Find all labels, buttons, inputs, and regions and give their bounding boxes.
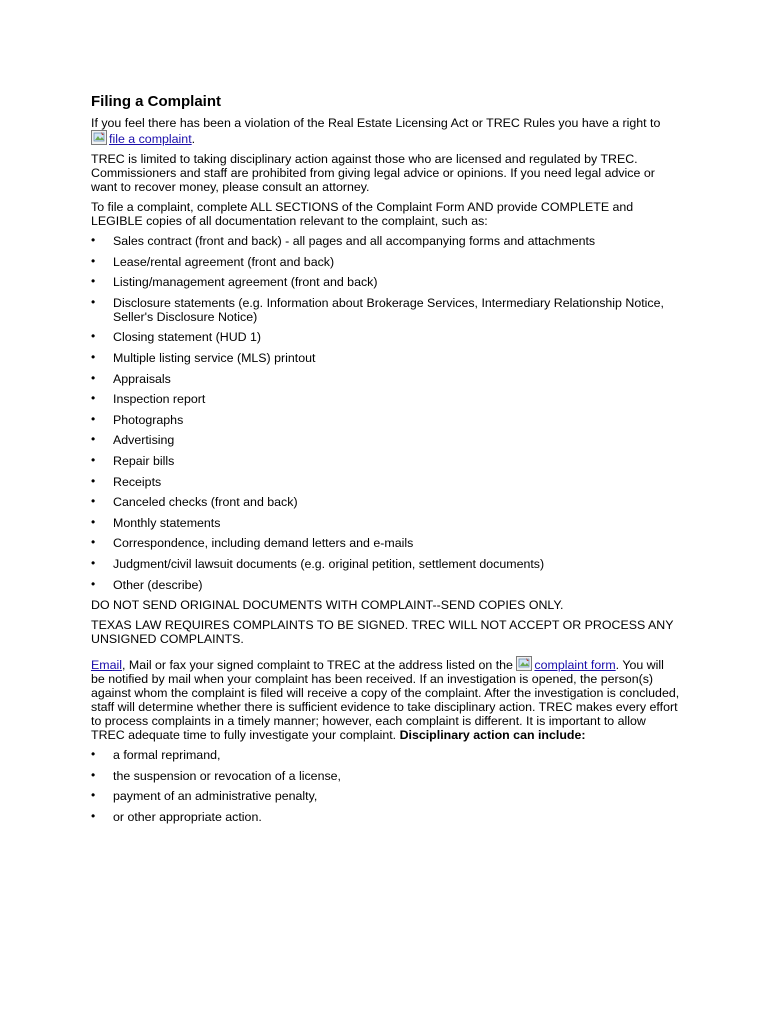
bullet-icon: • bbox=[91, 233, 96, 247]
document-item bbox=[91, 234, 681, 248]
document-item-text: Multiple listing service (MLS) printout bbox=[113, 350, 316, 365]
document-item bbox=[91, 475, 681, 489]
action-item-text: or other appropriate action. bbox=[113, 809, 262, 824]
bullet-icon: • bbox=[91, 767, 96, 782]
page-title: Filing a Complaint bbox=[91, 93, 221, 110]
action-item bbox=[91, 748, 681, 762]
document-item bbox=[91, 413, 681, 427]
document-item-text: Disclosure statements (e.g. Information about Brokerage Services, Intermediary Relationship Notice, Seller's Disclosure Notice) bbox=[113, 295, 664, 324]
document-item-text: Monthly statements bbox=[113, 515, 221, 530]
submission-text-2: . You will be notified by mail when your complaint has been received. If an investigation is opened, the person(s) against whom the complaint is filed will receive a copy of the complaint. After the investigation is concluded, staff will determine whether there is sufficient evidence to take disciplinary action. TREC makes every effort to process complaints in a timely manner; however, each complaint is different. It is important to allow TREC adequate time to fully investigate your complaint. bbox=[91, 658, 680, 743]
document-item bbox=[91, 536, 681, 550]
document-item bbox=[91, 578, 681, 592]
document-item bbox=[91, 495, 681, 509]
document-item bbox=[91, 433, 681, 447]
complaint-form-link[interactable]: complaint form bbox=[534, 658, 616, 673]
document-item bbox=[91, 330, 681, 344]
document-item-text: Inspection report bbox=[113, 392, 206, 407]
document-item-text: Advertising bbox=[113, 433, 175, 448]
bullet-icon: • bbox=[91, 452, 96, 467]
action-item-text: payment of an administrative penalty, bbox=[113, 789, 318, 804]
document-item bbox=[91, 392, 681, 406]
submission-text-1: , Mail or fax your signed complaint to TREC at the address listed on the bbox=[121, 658, 513, 673]
action-item bbox=[91, 769, 681, 783]
email-link[interactable]: Email bbox=[91, 658, 122, 673]
bullet-icon: • bbox=[91, 294, 96, 309]
broken-image-icon[interactable] bbox=[91, 130, 107, 145]
bullet-icon: • bbox=[91, 747, 96, 762]
document-item bbox=[91, 255, 681, 269]
document-item bbox=[91, 516, 681, 530]
action-item bbox=[91, 810, 681, 824]
bullet-icon: • bbox=[91, 535, 96, 550]
intro-paragraph bbox=[91, 116, 681, 146]
document-item-text: Photographs bbox=[113, 412, 184, 427]
bullet-icon: • bbox=[91, 808, 96, 823]
document-item-text: Sales contract (front and back) - all pages and all accompanying forms and attachments bbox=[113, 234, 596, 248]
bullet-icon: • bbox=[91, 432, 96, 447]
document-item bbox=[91, 557, 681, 571]
bullet-icon: • bbox=[91, 391, 96, 406]
bullet-icon: • bbox=[91, 788, 96, 803]
copies-notice: DO NOT SEND ORIGINAL DOCUMENTS WITH COMPLAINT--SEND COPIES ONLY. bbox=[91, 598, 564, 613]
action-item-text: the suspension or revocation of a license, bbox=[113, 768, 341, 783]
disciplinary-action-heading: Disciplinary action can include: bbox=[399, 728, 586, 743]
document-item-text: Receipts bbox=[113, 474, 162, 489]
file-complaint-link[interactable]: file a complaint bbox=[109, 132, 192, 146]
document-item-text: Closing statement (HUD 1) bbox=[113, 330, 262, 345]
action-item-text: a formal reprimand, bbox=[113, 748, 221, 763]
document-item-text: Repair bills bbox=[113, 453, 175, 468]
action-item bbox=[91, 789, 681, 803]
intro-tail: . bbox=[191, 132, 196, 146]
bullet-icon: • bbox=[91, 370, 96, 385]
document-item-text: Other (describe) bbox=[113, 577, 203, 592]
bullet-icon: • bbox=[91, 494, 96, 509]
intro-text: If you feel there has been a violation of the Real Estate Licensing Act or TREC Rules you have a right to bbox=[91, 116, 661, 130]
filing-instructions-paragraph: To file a complaint, complete ALL SECTIONS of the Complaint Form AND provide COMPLETE and LEGIBLE copies of all documentation relevant to the complaint, such as: bbox=[91, 200, 634, 228]
broken-image-icon[interactable] bbox=[516, 656, 532, 671]
document-item-text: Appraisals bbox=[113, 371, 171, 386]
bullet-icon: • bbox=[91, 411, 96, 426]
document-item-text: Canceled checks (front and back) bbox=[113, 495, 298, 510]
actions-list bbox=[91, 748, 681, 824]
document-item-text: Lease/rental agreement (front and back) bbox=[113, 254, 335, 269]
bullet-icon: • bbox=[91, 514, 96, 529]
limitations-paragraph: TREC is limited to taking disciplinary action against those who are licensed and regulated by TREC. Commissioners and staff are prohibited from giving legal advice or opinions. If you need legal advice or want to recover money, please consult an attorney. bbox=[91, 152, 655, 194]
document-item bbox=[91, 372, 681, 386]
signature-notice: TEXAS LAW REQUIRES COMPLAINTS TO BE SIGNED. TREC WILL NOT ACCEPT OR PROCESS ANY UNSIGNED COMPLAINTS. bbox=[91, 618, 674, 647]
document-item-text: Judgment/civil lawsuit documents (e.g. original petition, settlement documents) bbox=[113, 556, 545, 571]
bullet-icon: • bbox=[91, 253, 96, 268]
document-item bbox=[91, 351, 681, 365]
bullet-icon: • bbox=[91, 274, 96, 289]
document-item bbox=[91, 275, 681, 289]
submission-paragraph bbox=[91, 656, 681, 742]
bullet-icon: • bbox=[91, 576, 96, 591]
document-item bbox=[91, 296, 681, 324]
bullet-icon: • bbox=[91, 329, 96, 344]
documents-list bbox=[91, 234, 681, 592]
bullet-icon: • bbox=[91, 555, 96, 570]
document-item-text: Correspondence, including demand letters and e-mails bbox=[113, 536, 414, 551]
document-item-text: Listing/management agreement (front and back) bbox=[113, 275, 378, 290]
bullet-icon: • bbox=[91, 473, 96, 488]
document-item bbox=[91, 454, 681, 468]
article bbox=[91, 93, 681, 830]
bullet-icon: • bbox=[91, 349, 96, 364]
